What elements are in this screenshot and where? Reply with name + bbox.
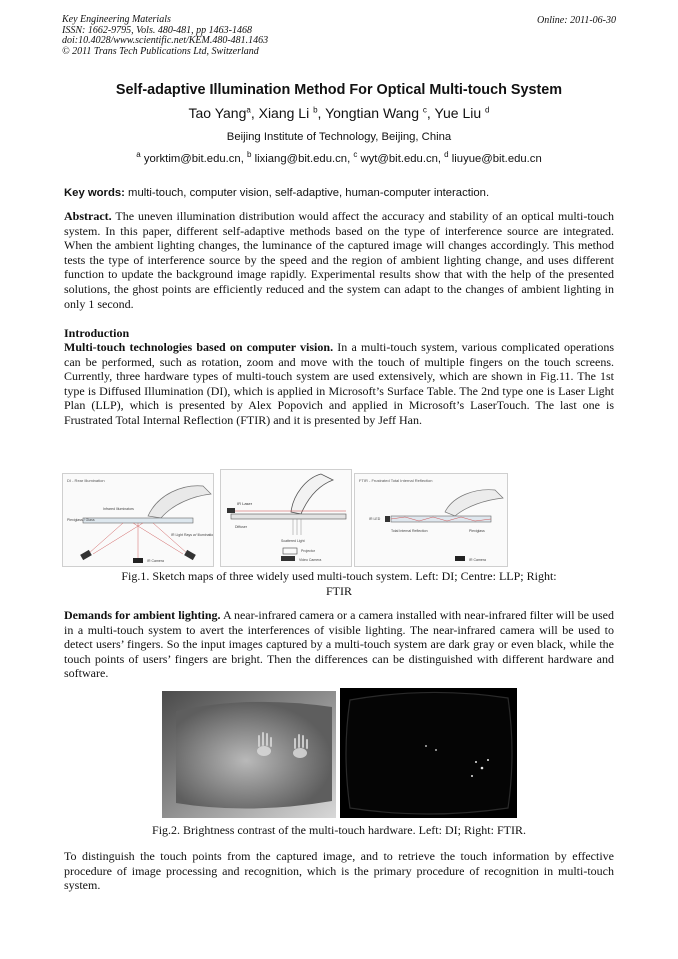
ir-laser bbox=[227, 508, 235, 513]
fig1-panel-llp bbox=[220, 469, 352, 567]
video-camera bbox=[281, 556, 295, 561]
llp-label: IR Laser bbox=[237, 501, 253, 506]
email-link[interactable]: wyt@bit.edu.cn bbox=[360, 153, 438, 165]
email-link[interactable]: liuyue@bit.edu.cn bbox=[451, 153, 542, 165]
doi-line: doi:10.4028/www.scientific.net/KEM.480-481.1463 bbox=[62, 35, 269, 47]
di-label: Infrared Illuminators bbox=[103, 507, 134, 511]
ftir-sketch bbox=[355, 474, 507, 566]
ftir-label: IR Camera bbox=[469, 558, 486, 562]
email-mark: c bbox=[353, 150, 358, 160]
author-mark: c bbox=[422, 105, 427, 115]
ftir-label: Total Internal Reflection bbox=[391, 529, 428, 533]
online-date: Online: 2011-06-30 bbox=[537, 15, 616, 26]
ir-camera bbox=[455, 556, 465, 561]
fig2-caption: Fig.2. Brightness contrast of the multi-touch hardware. Left: DI; Right: FTIR. bbox=[152, 823, 526, 837]
section-heading-introduction: Introduction bbox=[64, 326, 130, 340]
intro-paragraph-2 bbox=[64, 608, 614, 681]
llp-label: Video Camera bbox=[299, 558, 322, 562]
intro-para2-label: Demands for ambient lighting. bbox=[64, 608, 221, 622]
author-name: Tao Yang bbox=[188, 105, 247, 121]
di-sketch bbox=[63, 474, 213, 566]
email-link[interactable]: lixiang@bit.edu.cn bbox=[254, 153, 348, 165]
author-name: Yongtian Wang bbox=[325, 105, 420, 121]
email-mark: d bbox=[444, 150, 449, 160]
di-title: DI - Rear Illumination bbox=[67, 478, 105, 483]
abstract-text: The uneven illumination distribution would affect the accuracy and stability of an optical multi-touch system. In this paper, different self-adaptive methods based on the type of interference source are integrated. When the ambient lighting changes, the luminance of the captured image will changes accordingly. This method tests the type of interference source by the speed and the region of ambient lighting change, and uses different function to update the background image rapidly. Experimental results show that with the help of the presented solutions, the ghost points are efficiently reduced and the system can adapt to the changes of ambient lighting in only 1 second. bbox=[64, 209, 614, 311]
intro-para1-text: In a multi-touch system, various complicated operations can be performed, such as rotation, zoom and move with the touch of multiple fingers on the touch screens. Currently, three hardware types of multi-touch system are used extensively, which are shown in Fig.11. The 1st type is Diffused Illumination (DI), which is applied in Microsoft’s Surface Table. The 2nd type one is Laser Light Plan (LLP), which is presented by Alex Popovich and applied in Microsoft’s LaserTouch. The last one is Frustrated Total Internal Reflection (FTIR) and it is presented by Jeff Han. bbox=[64, 340, 615, 427]
ir-illuminator-left bbox=[80, 550, 92, 560]
llp-label: Projector bbox=[301, 549, 316, 553]
abstract-label: Abstract. bbox=[64, 209, 112, 223]
di-label: IR Camera bbox=[147, 559, 164, 563]
affiliation: Beijing Institute of Technology, Beijing, China bbox=[226, 131, 452, 143]
llp-sketch bbox=[221, 470, 351, 566]
author-name: Xiang Li bbox=[258, 105, 310, 121]
author-name: Yue Liu bbox=[434, 105, 482, 121]
ftir-title: FTIR - Frustrated Total Internal Reflection bbox=[359, 478, 433, 483]
di-screen-area bbox=[176, 702, 332, 809]
journal-header bbox=[62, 15, 268, 57]
di-camera-image bbox=[162, 691, 336, 818]
intro-paragraph-3: To distinguish the touch points from the captured image, and to retrieve the touch information by effective procedure of image processing and recognition, which is the primary procedure of recognition in multi-touch system. bbox=[64, 849, 614, 893]
email-link[interactable]: yorktim@bit.edu.cn bbox=[143, 153, 241, 165]
fig1-caption-line2: FTIR bbox=[325, 583, 352, 598]
intro-paragraph-1 bbox=[64, 340, 614, 428]
llp-label: Scattered Light bbox=[281, 539, 305, 543]
author-mark: a bbox=[246, 105, 251, 115]
email-mark: a bbox=[136, 150, 141, 160]
keywords-text: multi-touch, computer vision, self-adaptive, human-computer interaction. bbox=[128, 187, 490, 199]
hand-sketch bbox=[148, 486, 211, 518]
author-mark: d bbox=[485, 105, 490, 115]
fig1-panel-ftir bbox=[354, 473, 508, 567]
scattered-light-rays bbox=[293, 519, 301, 535]
ir-led bbox=[385, 516, 390, 522]
ir-camera bbox=[133, 558, 143, 563]
projector bbox=[283, 548, 297, 554]
hand-sketch bbox=[445, 490, 503, 516]
ftir-screen-area bbox=[346, 692, 512, 814]
author-mark: b bbox=[313, 105, 318, 115]
ftir-camera-image bbox=[340, 688, 517, 818]
fig1-caption-line1: Fig.1. Sketch maps of three widely used multi-touch system. Left: DI; Centre: LLP; Right: bbox=[121, 569, 557, 583]
ftir-label: IR LED bbox=[369, 517, 381, 521]
email-mark: b bbox=[246, 150, 252, 160]
plexiglass-sheet bbox=[83, 518, 193, 523]
touch-surface bbox=[231, 514, 346, 519]
ir-illuminator-right bbox=[184, 550, 196, 560]
fig1-caption bbox=[64, 569, 614, 598]
fig2-image-di bbox=[162, 691, 336, 818]
email-list: $^a$ yorktim@bit.edu.cn, $^b$ lixiang@bit.edu.cn, $^c$ wyt@bit.edu.cn, $^d$ liuyue@bit.edu.cn bbox=[136, 150, 542, 165]
fig1-panel-di bbox=[62, 473, 214, 567]
intro-para2-text: A near-infrared camera or a camera installed with near-infrared filter will be used in a multi-touch system to avert the interferences of visible lighting. The near-infrared camera will be used to detect users’ fingers. So the input images captured by a multi-touch system are dark gray or even black, while the touch points of users’ fingers are bright. Then the differences can be distinguished with different hardware and software. bbox=[64, 608, 614, 681]
keywords bbox=[64, 187, 489, 199]
ftir-label: Plexiglass bbox=[469, 529, 485, 533]
paper-title: Self-adaptive Illumination Method For Optical Multi-touch System bbox=[115, 82, 563, 98]
author-list: Tao Yang$^a$, Xiang Li $^b$, Yongtian Wang $^c$, Yue Liu $^d$ bbox=[188, 105, 490, 121]
intro-para1-label: Multi-touch technologies based on computer vision. bbox=[64, 340, 334, 354]
fig2-image-ftir bbox=[340, 688, 517, 818]
di-label: IR Light Rays w/ Illumination bbox=[171, 533, 213, 537]
issn-line: ISSN: 1662-9795, Vols. 480-481, pp 1463-1468 bbox=[62, 24, 252, 36]
finger-sketch bbox=[291, 474, 333, 514]
keywords-label: Key words: bbox=[64, 187, 125, 199]
journal-name: Key Engineering Materials bbox=[62, 14, 171, 25]
llp-label: Diffuser bbox=[235, 525, 247, 529]
ir-rays bbox=[88, 523, 188, 560]
di-label: Plexiglass / Glass bbox=[67, 518, 95, 522]
copyright-line: © 2011 Trans Tech Publications Ltd, Switzerland bbox=[62, 45, 259, 57]
abstract-paragraph bbox=[64, 209, 614, 311]
